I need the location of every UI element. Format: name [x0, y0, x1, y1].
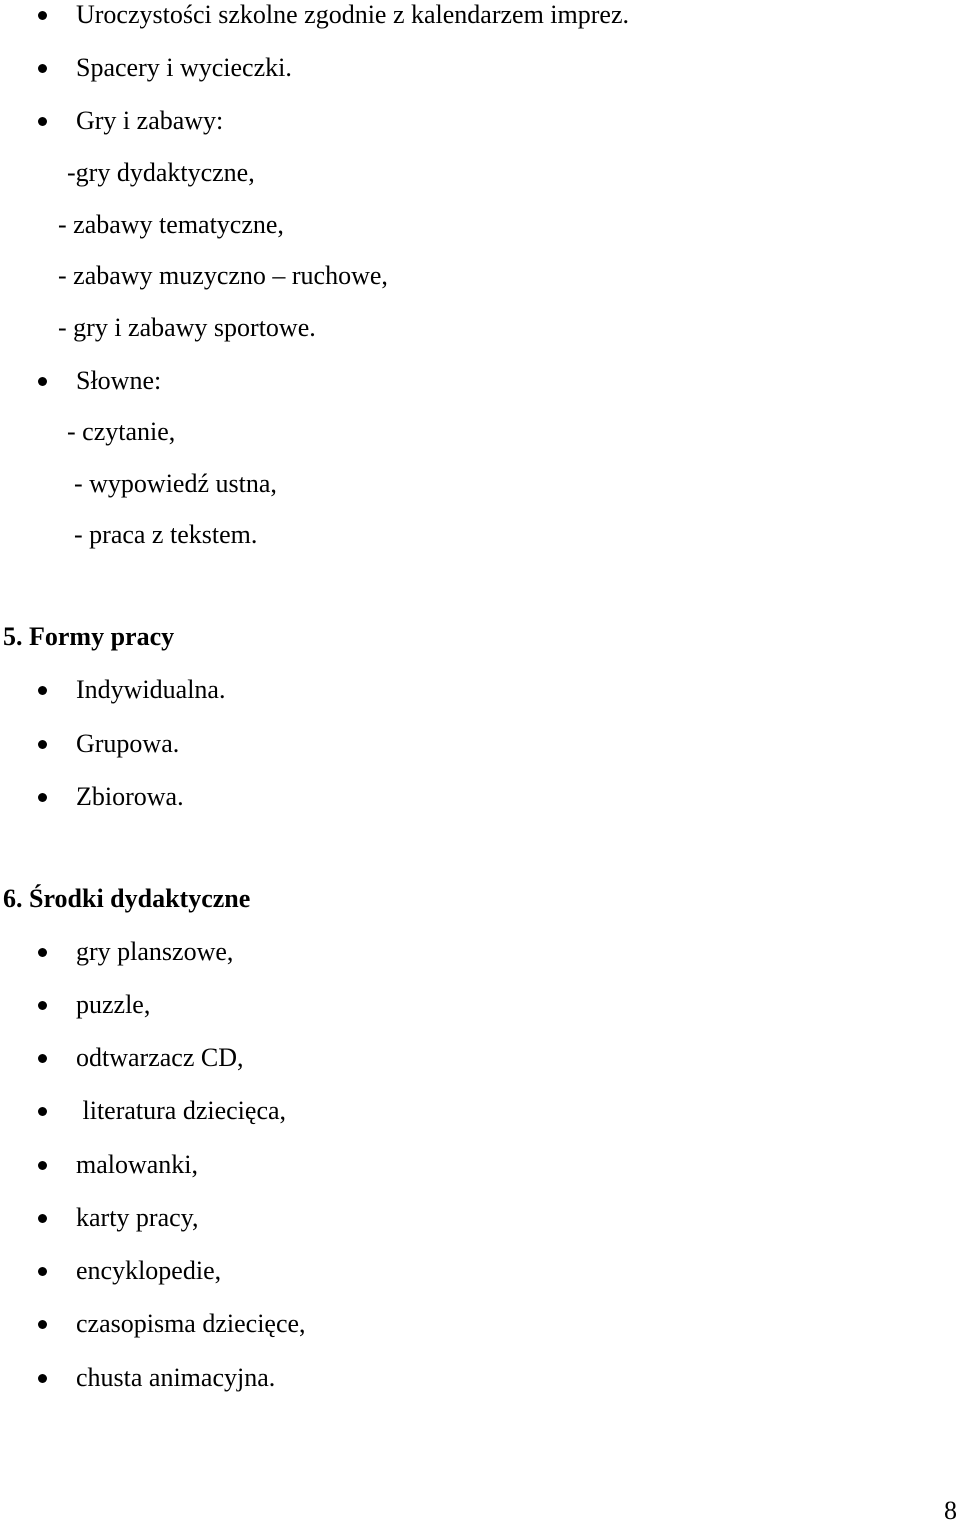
list-item: malowanki,: [76, 1150, 199, 1179]
sub-list-item: - zabawy muzyczno – ruchowe,: [58, 261, 388, 290]
bullet-icon: [38, 1374, 47, 1383]
bullet-icon: [38, 1161, 47, 1170]
bullet-icon: [38, 948, 47, 957]
list-item: gry planszowe,: [76, 937, 234, 966]
list-item: Zbiorowa.: [76, 782, 184, 811]
bullet-icon: [38, 1320, 47, 1329]
bullet-icon: [38, 1214, 47, 1223]
sub-list-item: - czytanie,: [67, 417, 176, 446]
list-item: czasopisma dziecięce,: [76, 1309, 306, 1338]
list-item: Słowne:: [76, 366, 162, 395]
sub-list-item: - praca z tekstem.: [74, 520, 258, 549]
list-item: Indywidualna.: [76, 675, 226, 704]
list-item: odtwarzacz CD,: [76, 1043, 244, 1072]
section-heading: 5. Formy pracy: [3, 622, 175, 651]
list-item: Gry i zabawy:: [76, 106, 224, 135]
sub-list-item: - wypowiedź ustna,: [74, 469, 277, 498]
bullet-icon: [38, 117, 47, 126]
page-number: 8: [944, 1496, 957, 1525]
bullet-icon: [38, 686, 47, 695]
bullet-icon: [38, 740, 47, 749]
list-item: karty pracy,: [76, 1203, 199, 1232]
sub-list-item: - gry i zabawy sportowe.: [58, 313, 316, 342]
bullet-icon: [38, 377, 47, 386]
bullet-icon: [38, 1107, 47, 1116]
sub-list-item: - zabawy tematyczne,: [58, 210, 284, 239]
sub-list-item: -gry dydaktyczne,: [67, 158, 255, 187]
list-item: Grupowa.: [76, 729, 180, 758]
bullet-icon: [38, 793, 47, 802]
bullet-icon: [38, 1267, 47, 1276]
list-item: literatura dziecięca,: [76, 1096, 287, 1125]
list-item: chusta animacyjna.: [76, 1363, 276, 1392]
list-item: Uroczystości szkolne zgodnie z kalendarzem imprez.: [76, 0, 629, 29]
list-item: puzzle,: [76, 990, 151, 1019]
bullet-icon: [38, 1054, 47, 1063]
bullet-icon: [38, 11, 47, 20]
list-item: encyklopedie,: [76, 1256, 222, 1285]
bullet-icon: [38, 64, 47, 73]
bullet-icon: [38, 1001, 47, 1010]
list-item: Spacery i wycieczki.: [76, 53, 292, 82]
section-heading: 6. Środki dydaktyczne: [3, 884, 251, 913]
